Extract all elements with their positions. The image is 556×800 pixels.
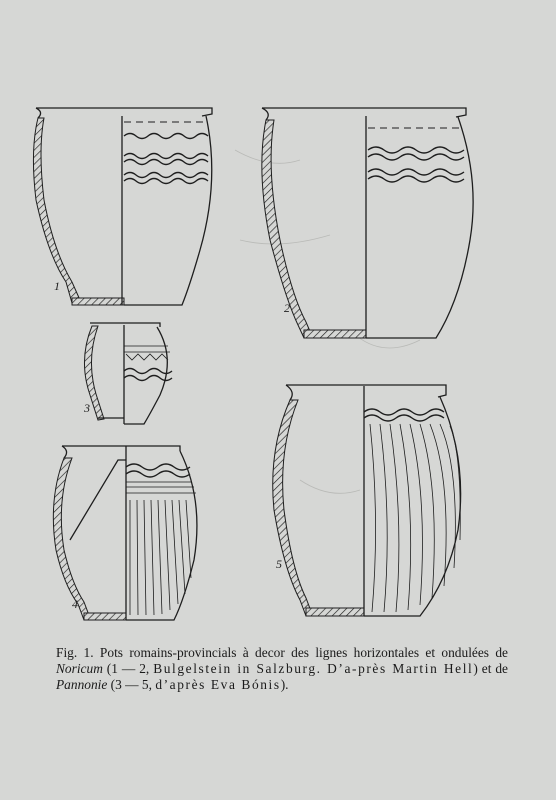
caption-text-5: ).: [280, 677, 289, 693]
pot-2-drawing: [262, 108, 473, 338]
pot-5-drawing: [273, 385, 461, 616]
pot-5-number: 5: [276, 557, 282, 571]
caption-text-3: ) et de: [473, 661, 508, 677]
caption-place: Bulgelstein in Salzburg. D’a-près Martin Hell: [153, 661, 474, 677]
pot-4-number: 4: [72, 597, 78, 611]
caption-text-1: Pots romains-provincials à decor des lignes horizontales et ondulées de: [93, 645, 508, 661]
caption-text-2: (1 — 2,: [102, 661, 154, 677]
caption-fig-label: Fig. 1.: [56, 645, 94, 661]
caption-text-4: (3 — 5,: [107, 677, 156, 693]
pot-1-number: 1: [54, 279, 60, 293]
pot-4-drawing: [53, 446, 197, 620]
figure-caption: [56, 645, 508, 693]
caption-credit: d’après Eva Bónis: [155, 677, 281, 693]
caption-noricum: Noricum: [56, 661, 103, 677]
pot-3-number: 3: [84, 401, 90, 415]
pot-2-number: 2: [284, 301, 290, 315]
pot-1-drawing: [33, 108, 212, 305]
pot-3-drawing: [83, 323, 172, 424]
caption-pannonie: Pannonie: [56, 677, 108, 693]
